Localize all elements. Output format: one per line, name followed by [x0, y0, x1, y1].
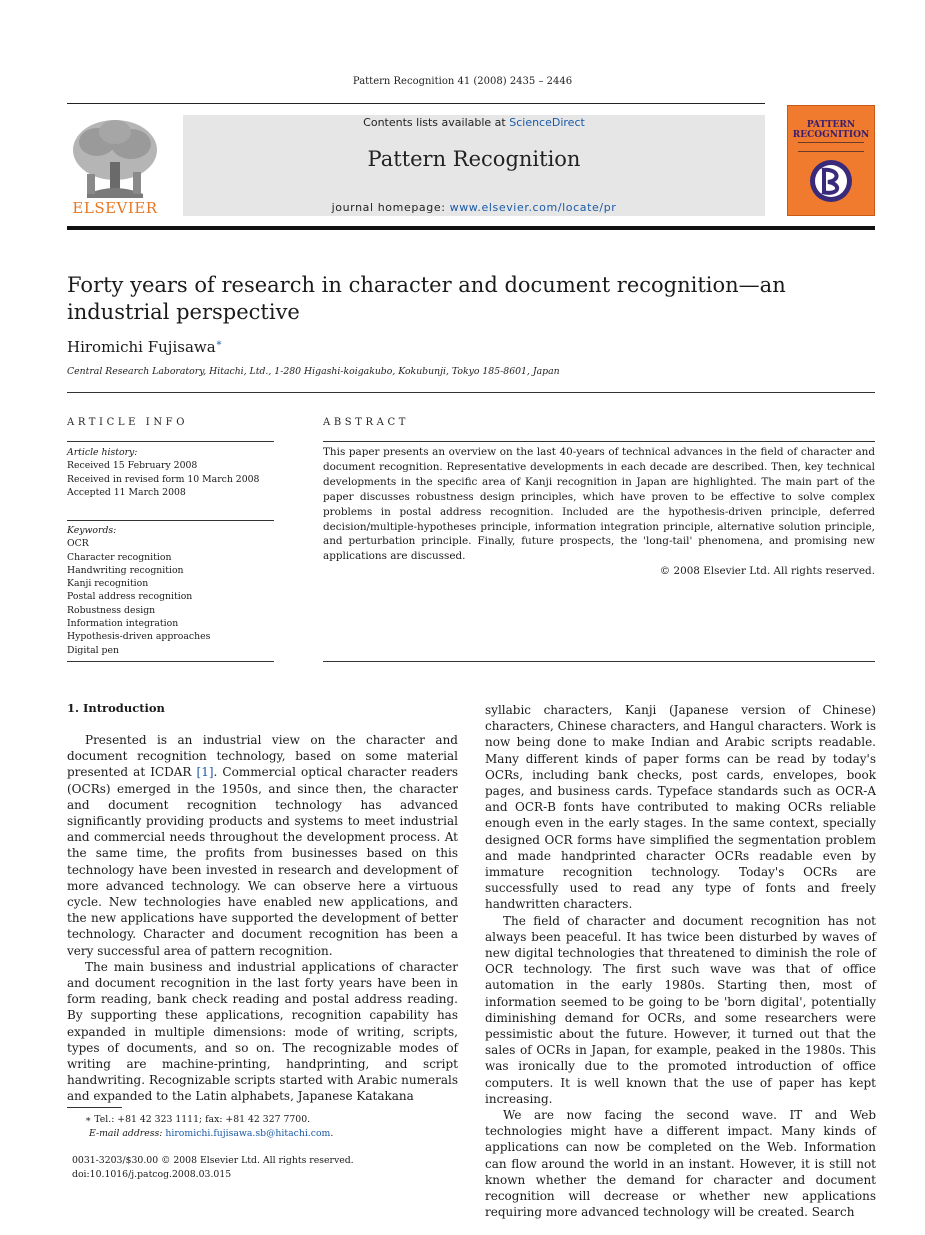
paragraph: We are now facing the second wave. IT and Web technologies might have a different impact. Many kinds of applications can now be completed on the Web. Information can flow around the world in an instant. However, it is still not known whether the demand for character and document recognition will decrease or whether new applications requiring more advanced technology will be created. Search	[485, 1108, 876, 1220]
history-accepted: Accepted 11 March 2008	[67, 487, 186, 499]
author-footnote-mark[interactable]: ∗	[215, 338, 223, 349]
paragraph: syllabic characters, Kanji (Japanese version of Chinese) characters, Chinese characters, and Hangul characters. Work is now being done to make Indian and Arabic scripts readable. Many different kinds of paper forms can be read by today's OCRs, including bank checks, post cards, envelopes, book pages, and business cards. Typeface standards such as OCR-A and OCR-B fonts have contributed to making OCRs reliable enough even in the early stages. In the same context, specially designed OCR forms have simplified the segmentation problem and made handprinted character OCRs readable even by immature recognition technology. Today's OCRs are successfully used to read any type of fonts and freely handwritten characters.	[485, 703, 876, 912]
keyword-item: Handwriting recognition	[67, 564, 184, 576]
keyword-item: Robustness design	[67, 604, 156, 616]
keyword-item: Kanji recognition	[67, 578, 149, 590]
keyword-item: Postal address recognition	[67, 591, 193, 603]
keyword-item: Digital pen	[67, 644, 119, 656]
homepage-line	[183, 201, 765, 214]
footnote-tel: Tel.: +81 42 323 1111; fax: +81 42 327 7700.	[94, 1114, 311, 1125]
paragraph-text: Presented is an industrial view on the character and document recognition technology, based on some material presented at ICDAR	[67, 733, 458, 780]
abstract-rule	[323, 441, 875, 442]
title-rule	[67, 392, 875, 393]
header-thick-rule	[67, 226, 875, 230]
affiliation: Central Research Laboratory, Hitachi, Ltd., 1-280 Higashi-koigakubo, Kokubunji, Tokyo 185-8601, Japan	[67, 366, 560, 377]
abstract-text: This paper presents an overview on the last 40-years of technical advances in the field of character and document recognition. Representative developments in each decade are described. Then, key technical developments in the specific area of Kanji recognition in Japan are highlighted. The main part of the paper discusses robustness design principles, which have proven to be effective to solve complex problems in postal address recognition. Included are the hypothesis-driven principle, deferred decision/multiple-hypotheses principle, information integration principle, alternative solution principle, and perturbation principle. Finally, future prospects, the 'long-tail' phenomena, and promising new applications are discussed.	[323, 446, 875, 563]
footnote	[67, 1113, 447, 1140]
footnote-mark: ∗	[85, 1114, 92, 1125]
issn-block	[72, 1154, 452, 1182]
homepage-link[interactable]: www.elsevier.com/locate/pr	[449, 201, 617, 214]
abstract-heading: ABSTRACT	[323, 417, 409, 428]
sciencedirect-link[interactable]: ScienceDirect	[509, 116, 585, 129]
keyword-item: Hypothesis-driven approaches	[67, 631, 211, 643]
right-column	[485, 702, 876, 1221]
paragraph: The field of character and document recognition has not always been peaceful. It has twice been disturbed by waves of new digital technologies that threatened to diminish the role of OCR technology. The first such wave was that of office automation in the early 1980s. Starting then, most of information seemed to be going to be 'born digital', potentially diminishing demand for OCRs, and some researchers were pessimistic about the future. However, it turned out that the sales of OCRs in Japan, for example, peaked in the 1980s. This was ironically due to the promoted introduction of office computers. It is well known that the use of paper has kept increasing.	[485, 913, 876, 1106]
footnote-rule	[67, 1107, 122, 1108]
journal-name: Pattern Recognition	[367, 147, 581, 171]
paper-title: Forty years of research in character and document recognition—an industrial perspective	[67, 273, 786, 324]
keywords-rule	[67, 520, 274, 521]
journal-masthead	[183, 115, 765, 216]
footnote-email-line: E-mail address: hiromichi.fujisawa.sb@hitachi.com.	[89, 1127, 334, 1139]
cover-title	[788, 120, 874, 140]
footnote-contact	[67, 1113, 447, 1127]
article-history	[67, 446, 274, 500]
doi-line: doi:10.1016/j.patcog.2008.03.015	[72, 1169, 232, 1180]
keyword-item: OCR	[67, 538, 89, 550]
journal-reference: Pattern Recognition 41 (2008) 2435 – 2446	[352, 76, 573, 87]
header-rule	[67, 103, 765, 104]
keywords-list	[67, 524, 274, 657]
cover-subtitle-rule	[798, 142, 864, 152]
cover-title-line2: RECOGNITION	[792, 130, 870, 140]
history-received: Received 15 February 2008	[67, 460, 198, 472]
article-info-bottom-rule	[67, 661, 274, 662]
email-link[interactable]: hiromichi.fujisawa.sb@hitachi.com	[165, 1127, 331, 1139]
cover-emblem-icon	[808, 158, 854, 204]
email-label: E-mail address:	[89, 1127, 163, 1139]
cover-title-line1: PATTERN	[806, 120, 856, 130]
paragraph: The main business and industrial applications of character and document recognition in the last forty years have been in form reading, bank check reading and postal address reading. By supporting these applications, recognition capability has expanded in multiple dimensions: mode of writing, scripts, types of documents, and so on. The recognizable modes of writing are machine-printing, handprinting, and script handwriting. Recognizable scripts started with Arabic numerals and expanded to the Latin alphabets, Japanese Katakana	[67, 959, 458, 1104]
abstract-copyright: © 2008 Elsevier Ltd. All rights reserved.	[659, 565, 875, 577]
history-label: Article history:	[67, 447, 138, 458]
keyword-item: Information integration	[67, 618, 179, 630]
left-column	[67, 732, 458, 1105]
article-info-rule	[67, 441, 274, 442]
citation-link[interactable]: [1]	[196, 765, 214, 780]
journal-cover-thumbnail[interactable]	[787, 105, 875, 216]
contents-line	[183, 116, 765, 129]
issn-line: 0031-3203/$30.00 © 2008 Elsevier Ltd. All rights reserved.	[72, 1155, 354, 1166]
author-line	[67, 338, 222, 356]
article-info-heading: ARTICLE INFO	[67, 417, 189, 428]
abstract-bottom-rule	[323, 661, 875, 662]
keywords-label: Keywords:	[67, 525, 117, 536]
section-heading: 1. Introduction	[67, 701, 165, 715]
keyword-item: Character recognition	[67, 551, 172, 563]
history-revised: Received in revised form 10 March 2008	[67, 473, 260, 485]
elsevier-wordmark: ELSEVIER	[72, 199, 158, 217]
author-name: Hiromichi Fujisawa	[67, 338, 216, 356]
homepage-prefix: journal homepage:	[331, 201, 450, 214]
contents-prefix: Contents lists available at	[363, 116, 510, 129]
paragraph-text: . Commercial optical character readers (OCRs) emerged in the 1950s, and since then, the character and document recognition technology has advanced significantly providing products and systems to meet industrial and commercial needs throughout the development process. At the same time, the profits from businesses based on this technology have been invested in research and development of more advanced technology. We can observe here a virtuous cycle. New technologies have enabled new applications, and the new applications have supported the development of better technology. Character and document recognition has been a very successful area of pattern recognition.	[67, 765, 459, 958]
paragraph	[67, 732, 458, 959]
